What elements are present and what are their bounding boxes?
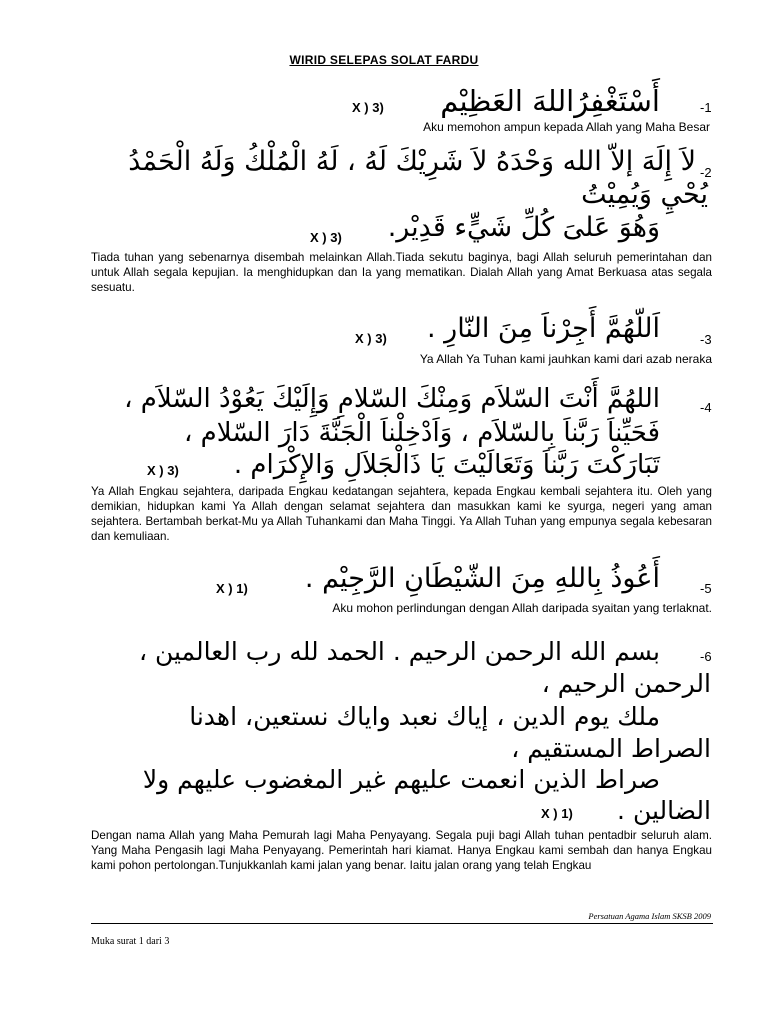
item-number: -6: [700, 649, 712, 664]
arabic-text: ملك يوم الدين ، إياك نعبد واياك نستعين، اهدنا: [189, 702, 660, 731]
arabic-text: لاَ إِلَهَ إلاّ الله وَحْدَهُ لاَ شَرِيْكَ لَهُ ، لَهُ الْمُلْكُ وَلَهُ الْحَمْدُ: [128, 146, 696, 177]
arabic-text: فَحَيِّناَ رَبَّناَ بِالسّلاَم ، وَاَدْخِلْناَ الْجَنَّةَ دَارَ السّلام ،: [184, 418, 660, 448]
repeat-count: X ) 3): [310, 230, 342, 245]
document-title: WIRID SELEPAS SOLAT FARDU: [289, 53, 479, 67]
translation-text: Ya Allah Ya Tuhan kami jauhkan kami dari azab neraka: [419, 352, 712, 366]
arabic-text: الضالين .: [617, 796, 711, 825]
repeat-count: X ) 3): [352, 100, 384, 115]
page-number: Muka surat 1 dari 3: [91, 936, 170, 947]
footer-organization: Persatuan Agama Islam SKSB 2009: [588, 911, 711, 921]
translation-text: Dengan nama Allah yang Maha Pemurah lagi Maha Penyayang. Segala puji bagi Allah tuhan pentadbir seluruh alam. Yang Maha Pengasih lagi Maha Penyayang. Pemerintah hari kiamat. Hanya Engkau kami sembah dan hanya Engkau kami pohon pertolongan.Tunjukkanlah kami jalan yang benar. Iaitu jalan orang yang telah Engkau: [91, 829, 712, 872]
item-number: -5: [700, 581, 712, 596]
arabic-text: الرحمن الرحيم ،: [541, 669, 711, 698]
arabic-text: بسم الله الرحمن الرحيم . الحمد لله رب العالمين ،: [138, 637, 660, 666]
arabic-text: تَبَارَكْتَ رَبَّناَ وَتَعَالَيْتَ يَا ذَالْجَلاَلِ وَالإِكْرَام .: [233, 450, 660, 480]
repeat-count: X ) 1): [216, 581, 248, 596]
arabic-text: وَهُوَ عَلىَ كُلِّ شَيٍّء قَدِيْر.: [387, 212, 660, 243]
arabic-text: الصراط المستقيم ،: [511, 734, 711, 763]
translation-text: Tiada tuhan yang sebenarnya disembah melainkan Allah.Tiada sekutu baginya, bagi Allah seluruh pemerintahan dan untuk Allah segala kepujian. Ia menghidupkan dan Ia yang mematikan. Dialah Allah yang Amat Berkuasa atas segala sesuatu.: [91, 251, 712, 294]
translation-text: Ya Allah Engkau sejahtera, daripada Engkau kedatangan sejahtera, kepada Engkau kembali sejahtera itu. Oleh yang demikian, hidupkan kami Ya Allah dengan selamat sejahtera dan masukkan kami ke syurga, negeri yang aman sejahtera. Bertambah berkat-Mu ya Allah Tuhankami dan Maha Tinggi. Ya Allah Tuhan yang empunya segala kebesaran dan kemuliaan.: [91, 485, 712, 543]
item-number: -3: [700, 332, 712, 347]
item-number: -2: [700, 165, 712, 180]
repeat-count: X ) 3): [147, 463, 179, 478]
item-number: -1: [700, 100, 712, 115]
arabic-text: اَللّهُمَّ أَجِرْناَ مِنَ النّارِ .: [427, 313, 660, 344]
translation-text: Aku memohon ampun kepada Allah yang Maha Besar: [423, 120, 710, 134]
arabic-text: اللهُمَّ أَنْتَ السّلاَم وَمِنْكَ السّلامِ وَإِلَيْكَ يَعُوْدُ السّلاَم ،: [124, 384, 660, 414]
repeat-count: X ) 1): [541, 806, 573, 821]
item-number: -4: [700, 400, 712, 415]
repeat-count: X ) 3): [355, 331, 387, 346]
arabic-text: أَسْتَغْفِرُاللهَ العَظِيْم: [440, 84, 660, 118]
translation-text: Aku mohon perlindungan dengan Allah daripada syaitan yang terlaknat.: [332, 601, 712, 615]
footer-divider: [91, 923, 713, 924]
arabic-text: صراط الذين انعمت عليهم غير المغضوب عليهم ولا: [142, 765, 660, 794]
arabic-text: أَعُوذُ بِاللهِ مِنَ الشّيْطَانِ الرَّجِيْم .: [304, 563, 660, 594]
arabic-text: يُحْيِ وَيُمِيْتُ: [581, 179, 708, 210]
